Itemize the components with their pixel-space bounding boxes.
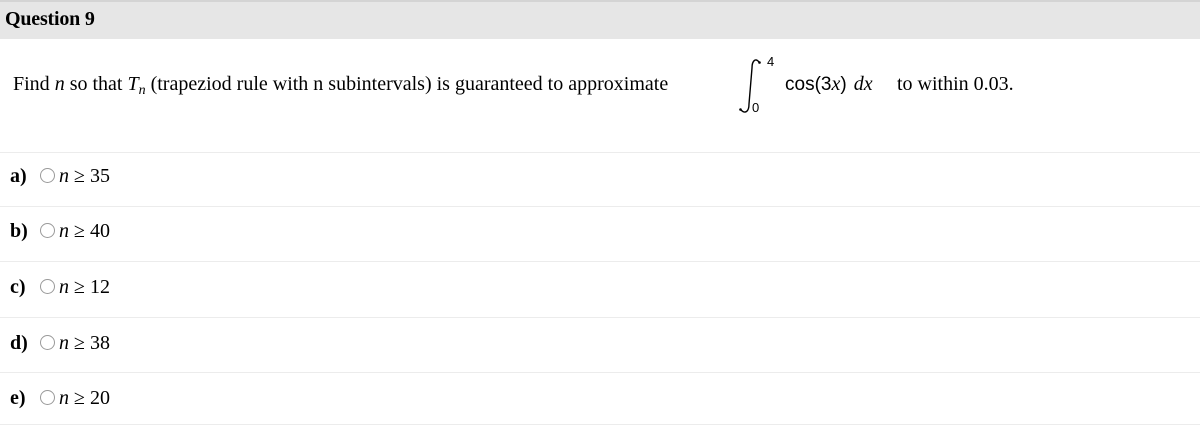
choice-relation: ≥ 20 [74, 387, 110, 409]
integrand-function: cos(3 [785, 74, 832, 95]
trapezoid-symbol: T [127, 73, 139, 95]
variable-n: n [54, 73, 65, 95]
divider [0, 424, 1200, 425]
radio-button[interactable] [40, 335, 55, 350]
choice-relation: ≥ 35 [74, 165, 110, 187]
divider [0, 372, 1200, 373]
question-text [13, 73, 668, 96]
choice-expression [59, 387, 110, 410]
question-prompt [13, 54, 1193, 118]
question-title: Question 9 [5, 8, 95, 30]
choice-variable: n [59, 276, 69, 298]
radio-button[interactable] [40, 279, 55, 294]
choice-relation: ≥ 40 [74, 220, 110, 242]
choice-letter: c) [10, 276, 26, 298]
so-that-text: so that [69, 73, 123, 95]
tolerance-text: to within 0.03. [897, 73, 1014, 95]
divider [0, 317, 1200, 318]
choice-letter: d) [10, 332, 28, 354]
choice-expression [59, 220, 110, 243]
choice-expression [59, 332, 110, 355]
radio-button[interactable] [40, 223, 55, 238]
divider [0, 152, 1200, 153]
integral-lower-limit: 0 [752, 100, 760, 115]
choice-expression [59, 276, 110, 299]
trapezoid-subscript: n [138, 83, 146, 98]
rule-description: (trapeziod rule with n subintervals) is guaranteed to approximate [150, 73, 669, 95]
integrand-close: ) [840, 74, 847, 95]
choice-variable: n [59, 387, 69, 409]
question-header [0, 0, 1200, 39]
integral-sign [734, 54, 774, 118]
divider [0, 206, 1200, 207]
choice-variable: n [59, 165, 69, 187]
choice-relation: ≥ 38 [74, 332, 110, 354]
integrand [785, 73, 873, 96]
choice-variable: n [59, 220, 69, 242]
choice-letter: e) [10, 387, 26, 409]
choice-variable: n [59, 332, 69, 354]
find-word: Find [13, 73, 50, 95]
integrand-variable: x [831, 73, 841, 95]
choice-expression [59, 165, 110, 188]
choice-letter: a) [10, 165, 27, 187]
choice-relation: ≥ 12 [74, 276, 110, 298]
integral-upper-limit: 4 [767, 54, 775, 69]
differential: dx [853, 73, 873, 95]
radio-button[interactable] [40, 390, 55, 405]
radio-button[interactable] [40, 168, 55, 183]
choice-letter: b) [10, 220, 28, 242]
divider [0, 261, 1200, 262]
